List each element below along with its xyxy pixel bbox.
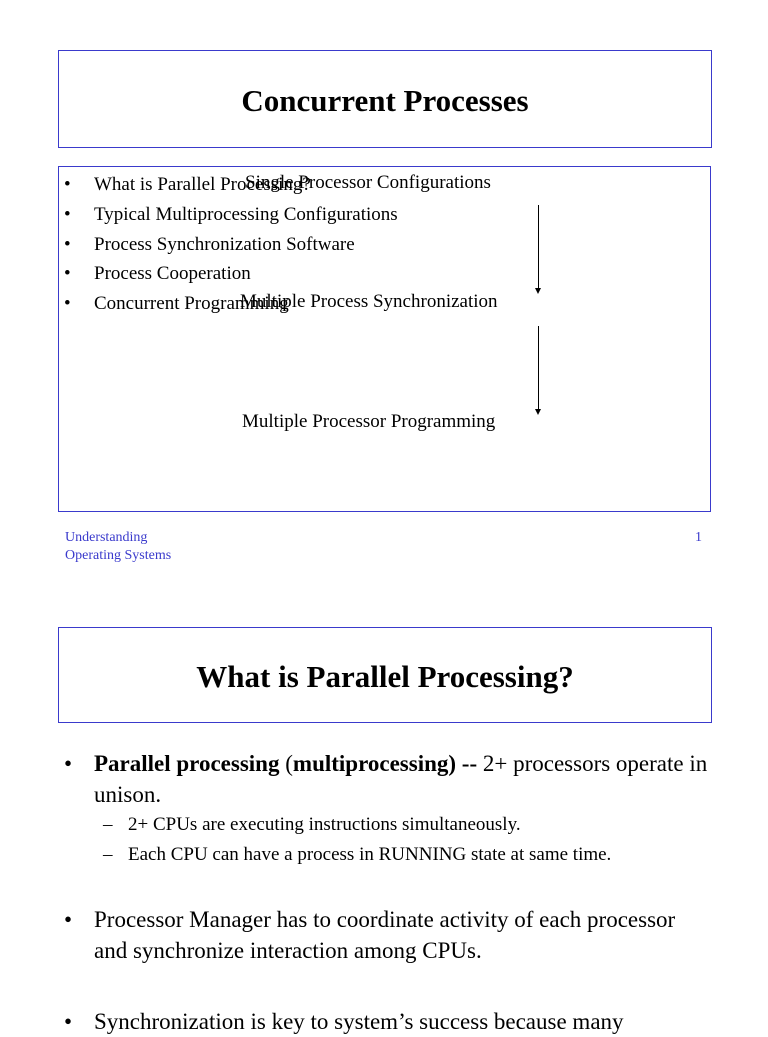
bullet-text: Typical Multiprocessing Configurations [94,203,398,225]
flow-arrow-1-head [535,288,541,294]
slide2-sub-bullet-2: – Each CPU can have a process in RUNNING state at same time. [103,844,612,865]
bullet-text: Concurrent Programming [94,293,289,315]
list-item: • Process Synchronization Software [64,233,355,255]
page-number: 1 [695,530,702,545]
flow-step-multiple-processor: Multiple Processor Programming [242,411,496,432]
slide2-title: What is Parallel Processing? [196,659,574,694]
bullet-text: What is Parallel Processing? [94,174,311,195]
list-item: • Typical Multiprocessing Configurations [64,203,398,225]
slide1-title: Concurrent Processes [241,83,529,118]
flow-arrow-2-head [535,409,541,415]
footer-book-line2: Operating Systems [65,548,172,563]
list-item: • Process Cooperation [64,263,251,285]
flow-arrow-1-line [538,205,539,288]
term-parallel-processing: Parallel processing [94,751,280,776]
slide2-bullet-2: • Processor Manager has to coordinate activity of each processor and synchronize interaction among CPUs. [64,907,676,963]
slide2-bullet-1: • Parallel processing (multiprocessing) -- 2+ processors operate in unison. [64,751,708,807]
flow-step-single-processor: Single Processor Configurations [245,172,491,193]
footer-book-line1: Understanding [65,530,148,545]
bullet-text: Process Synchronization Software [94,233,355,255]
list-item: • What is Parallel Processing? [64,174,311,195]
slide1-title-box [58,50,712,148]
flow-step-multiple-process: Multiple Process Synchronization [240,291,498,312]
flow-arrow-2-line [538,326,539,409]
term-multiprocessing: multiprocessing) [292,751,457,776]
list-item: • Concurrent Programming [64,293,289,315]
slide2-bullet-3: • Synchronization is key to system’s success because many [64,1009,624,1034]
bullet-text: Process Cooperation [94,263,251,285]
slide2-sub-bullet-1: – 2+ CPUs are executing instructions simultaneously. [103,814,521,835]
slide2-title-box [58,627,712,723]
